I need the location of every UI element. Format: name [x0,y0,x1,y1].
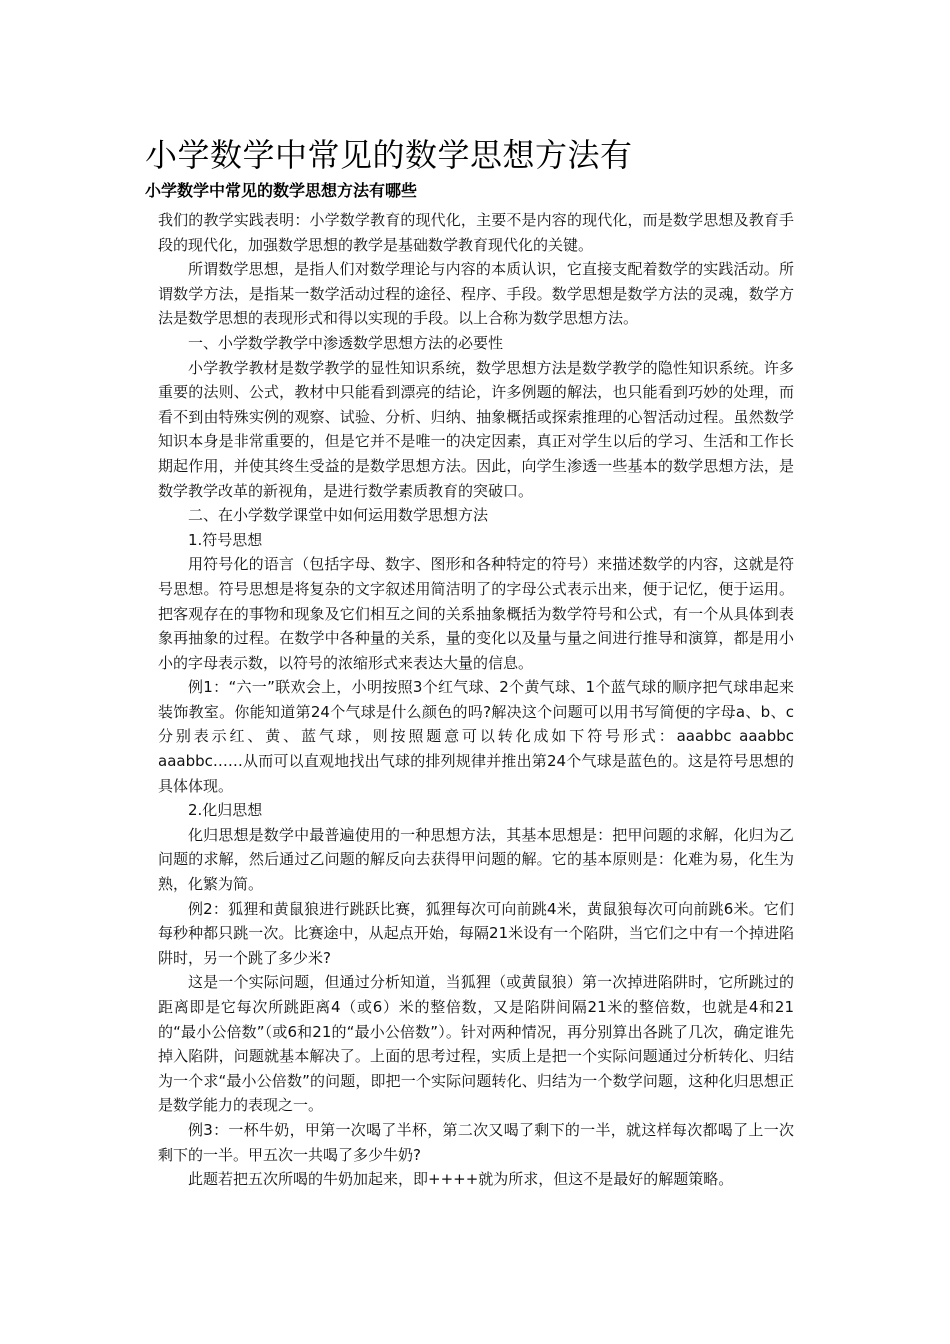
paragraph-necessity: 小学教学教材是数学教学的显性知识系统，数学思想方法是数学教学的隐性知识系统。许多重要的法则、公式，教材中只能看到漂亮的结论，许多例题的解法，也只能看到巧妙的处理，而看不到由特殊实例的观察、试验、分析、归纳、抽象概括或探索推理的心智活动过程。虽然数学知识本身是非常重要的，但是它并不是唯一的决定因素，真正对学生以后的学习、生活和工作长期起作用，并使其终生受益的是数学思想方法。因此，向学生渗透一些基本的数学思想方法，是数学教学改革的新视角，是进行数学素质教育的突破口。 [158,358,794,500]
paragraph-example-3-analysis: 此题若把五次所喝的牛奶加起来，即++++就为所求，但这不是最好的解题策略。 [188,1170,734,1189]
paragraph-example-2-analysis: 这是一个实际问题，但通过分析知道，当狐狸（或黄鼠狼）第一次掉进陷阱时，它所跳过的距离即是它每次所跳距离4（或6）米的整倍数，又是陷阱间隔21米的整倍数，也就是4和21的“最小公倍数”（或6和21的“最小公倍数”）。针对两种情况，再分别算出各跳了几次，确定谁先掉入陷阱，问题就基本解决了。上面的思考过程，实质上是把一个实际问题通过分析转化、归结为一个求“最小公倍数”的问题，即把一个实际问题转化、归结为一个数学问题，这种化归思想正是数学能力的表现之一。 [158,973,794,1115]
paragraph-symbol-thought: 用符号化的语言（包括字母、数字、图形和各种特定的符号）来描述数学的内容，这就是符号思想。符号思想是将复杂的文字叙述用简洁明了的字母公式表示出来，便于记忆，便于运用。把客观存在的事物和现象及它们相互之间的关系抽象概括为数学符号和公式，有一个从具体到表象再抽象的过程。在数学中各种量的关系，量的变化以及量与量之间进行推导和演算，都是用小小的字母表示数，以符号的浓缩形式来表达大量的信息。 [158,555,794,672]
document-title: 小学数学中常见的数学思想方法有 [145,136,633,174]
paragraph-reduction-thought: 化归思想是数学中最普遍使用的一种思想方法，其基本思想是：把甲问题的求解，化归为乙问题的求解，然后通过乙问题的解反向去获得甲问题的解。它的基本原则是：化难为易，化生为熟，化繁为简。 [158,825,794,894]
section-heading-1: 一、小学数学教学中渗透数学思想方法的必要性 [188,333,504,352]
subsection-heading-reduction: 2.化归思想 [188,801,263,820]
document-subtitle: 小学数学中常见的数学思想方法有哪些 [145,181,418,200]
paragraph-definition: 所谓数学思想，是指人们对数学理论与内容的本质认识，它直接支配着数学的实践活动。所谓数学方法，是指某一数学活动过程的途径、程序、手段。数学思想是数学方法的灵魂，数学方法是数学思想的表现形式和得以实现的手段。以上合称为数学思想方法。 [158,260,794,328]
section-heading-2: 二、在小学数学课堂中如何运用数学思想方法 [188,506,489,525]
paragraph-example-1: 例1：“六一”联欢会上，小明按照3个红气球、2个黄气球、1个蓝气球的顺序把气球串起来装饰教室。你能知道第24个气球是什么颜色的吗?解决这个问题可以用书写简便的字母a、b、c分别表示红、黄、蓝气球，则按照题意可以转化成如下符号形式：aaabbc aaabbc aaabbc……从而可以直观地找出气球的排列规律并推出第24个气球是蓝色的。这是符号思想的具体体现。 [158,678,794,795]
subsection-heading-symbol: 1.符号思想 [188,530,263,549]
paragraph-example-3: 例3：一杯牛奶，甲第一次喝了半杯，第二次又喝了剩下的一半，就这样每次都喝了上一次剩下的一半。甲五次一共喝了多少牛奶? [158,1120,794,1164]
paragraph-example-2: 例2：狐狸和黄鼠狼进行跳跃比赛，狐狸每次可向前跳4米，黄鼠狼每次可向前跳6米。它们每秒种都只跳一次。比赛途中，从起点开始，每隔21米设有一个陷阱，当它们之中有一个掉进陷阱时，另一个跳了多少米? [158,899,794,967]
paragraph-intro: 我们的教学实践表明：小学数学教育的现代化，主要不是内容的现代化，而是数学思想及教育手段的现代化，加强数学思想的教学是基础数学教育现代化的关键。 [158,211,794,254]
document-body [158,208,794,1192]
